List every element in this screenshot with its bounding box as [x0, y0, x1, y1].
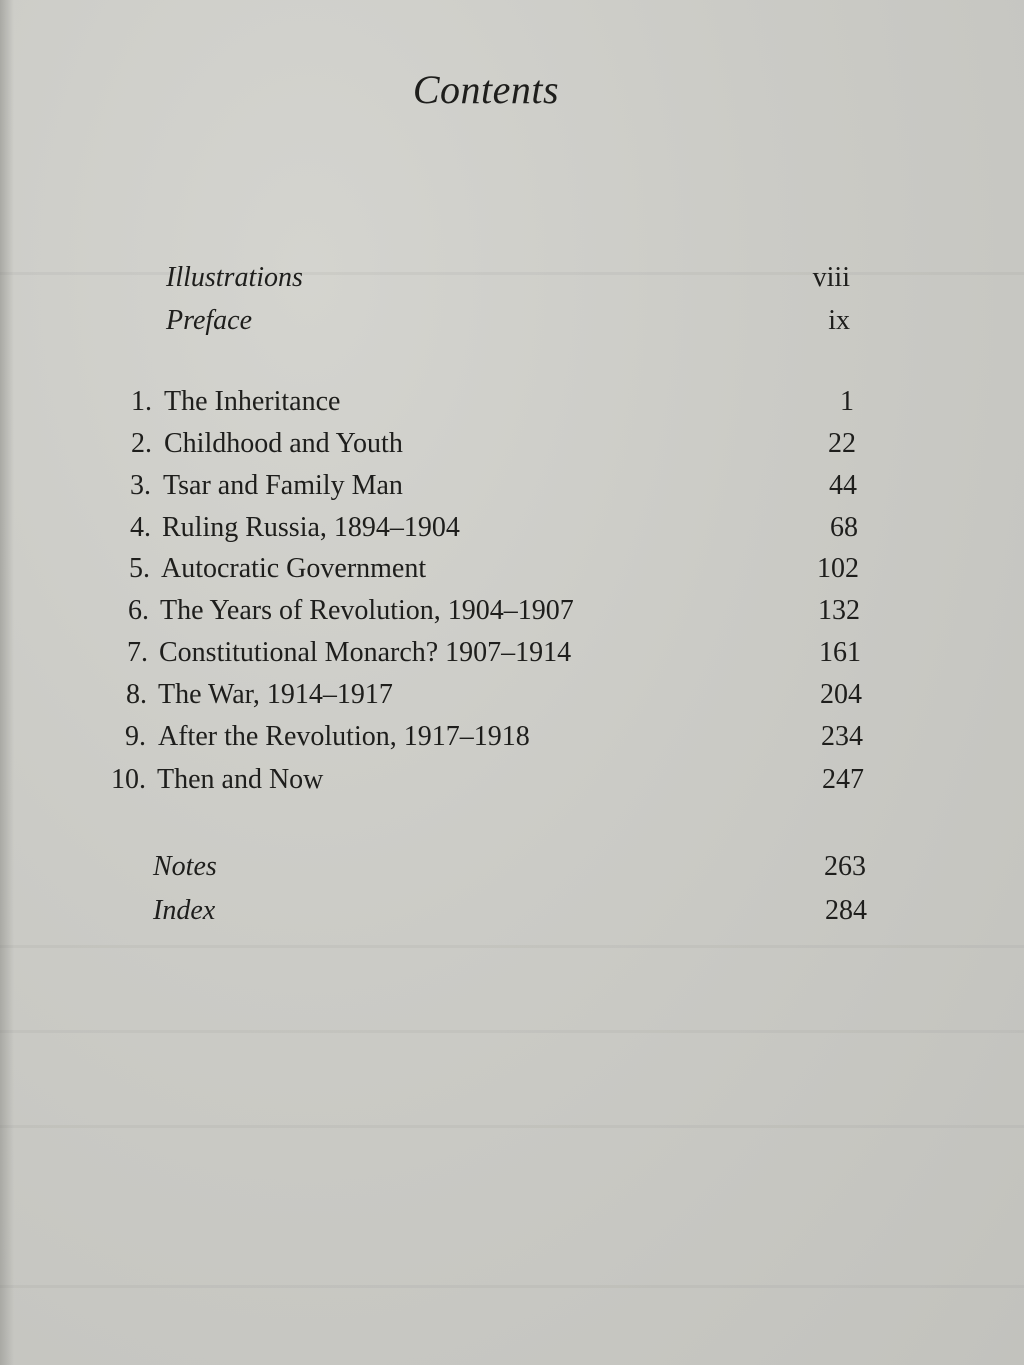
chapter-page: 132: [818, 595, 860, 626]
toc-chapter-10: [0, 760, 1024, 800]
toc-entry-page: 284: [825, 895, 867, 926]
chapter-page: 161: [819, 637, 861, 668]
chapter-page: 44: [829, 470, 857, 501]
toc-chapter-9: [0, 717, 1024, 757]
toc-entry-label: Illustrations: [166, 262, 303, 293]
toc-chapter-4: [0, 508, 1024, 548]
chapter-page: 102: [817, 553, 859, 584]
bleed-through-line: [0, 1030, 1024, 1033]
chapter-number: 7.: [127, 637, 148, 668]
toc-entry-label: Preface: [166, 305, 253, 336]
chapter-title: Ruling Russia, 1894–1904: [162, 512, 460, 543]
chapter-title: Childhood and Youth: [164, 428, 403, 459]
toc-entry-preface: [0, 301, 1024, 341]
toc-entry-page: viii: [812, 262, 850, 293]
chapter-page: 234: [821, 721, 863, 752]
chapter-title: After the Revolution, 1917–1918: [158, 721, 530, 752]
bleed-through-line: [0, 945, 1024, 948]
chapter-number: 5.: [129, 553, 150, 584]
chapter-number: 6.: [128, 595, 149, 626]
chapter-number: 9.: [125, 721, 146, 752]
toc-entry-index: [0, 891, 1024, 931]
chapter-number: 8.: [126, 679, 147, 710]
toc-entry-page: 263: [824, 851, 866, 882]
toc-chapter-6: [0, 591, 1024, 631]
toc-chapter-2: [0, 424, 1024, 464]
toc-chapter-8: [0, 675, 1024, 715]
chapter-title: The War, 1914–1917: [158, 679, 393, 710]
toc-entry-notes: [0, 847, 1024, 887]
toc-entry-page: ix: [828, 305, 850, 336]
chapter-number: 2.: [131, 428, 152, 459]
chapter-title: Tsar and Family Man: [163, 470, 403, 501]
chapter-number: 1.: [131, 386, 152, 417]
chapter-title: Autocratic Government: [161, 553, 427, 584]
chapter-title: Then and Now: [157, 764, 324, 795]
toc-entry-label: Index: [153, 895, 216, 926]
chapter-page: 204: [820, 679, 862, 710]
chapter-page: 68: [830, 512, 858, 543]
toc-chapter-5: [0, 549, 1024, 589]
toc-chapter-3: [0, 466, 1024, 506]
chapter-page: 247: [822, 764, 864, 795]
bleed-through-line: [0, 1285, 1024, 1288]
chapter-number: 10.: [111, 764, 146, 795]
bleed-through-line: [0, 1125, 1024, 1128]
chapter-number: 3.: [130, 470, 151, 501]
toc-entry-label: Notes: [153, 851, 217, 882]
chapter-title: The Years of Revolution, 1904–1907: [160, 595, 574, 626]
chapter-title: Constitutional Monarch? 1907–1914: [159, 637, 572, 668]
toc-chapter-7: [0, 633, 1024, 673]
chapter-page: 22: [828, 428, 856, 459]
chapter-page: 1: [840, 386, 854, 417]
chapter-number: 4.: [130, 512, 151, 543]
toc-chapter-1: [0, 382, 1024, 422]
toc-entry-illustrations: [0, 258, 1024, 298]
page-title: Contents: [412, 67, 560, 112]
chapter-title: The Inheritance: [164, 386, 341, 417]
